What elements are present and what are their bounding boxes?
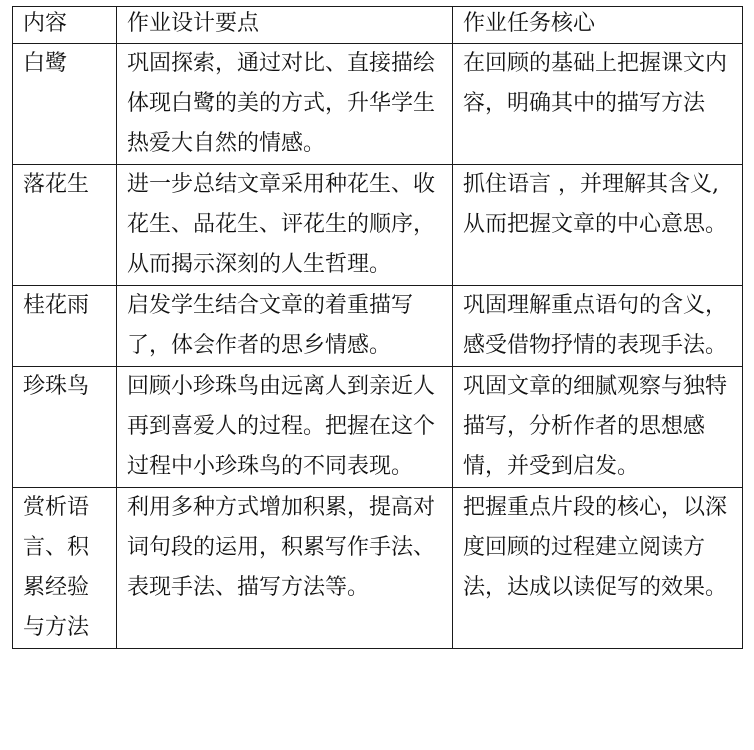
cell-task-core: 巩固理解重点语句的含义，感受借物抒情的表现手法。 bbox=[453, 286, 743, 367]
cell-content: 珍珠鸟 bbox=[13, 367, 117, 488]
header-content: 内容 bbox=[13, 7, 117, 44]
cell-content: 桂花雨 bbox=[13, 286, 117, 367]
cell-task-core: 在回顾的基础上把握课文内容，明确其中的描写方法 bbox=[453, 44, 743, 165]
cell-design-points: 回顾小珍珠鸟由远离人到亲近人再到喜爱人的过程。把握在这个过程中小珍珠鸟的不同表现。 bbox=[117, 367, 453, 488]
table-row bbox=[13, 286, 743, 367]
cell-design-points: 巩固探索，通过对比、直接描绘体现白鹭的美的方式，升华学生热爱大自然的情感。 bbox=[117, 44, 453, 165]
header-design-points: 作业设计要点 bbox=[117, 7, 453, 44]
cell-content: 赏析语言、积累经验与方法 bbox=[13, 488, 117, 649]
table-row bbox=[13, 165, 743, 286]
cell-content: 落花生 bbox=[13, 165, 117, 286]
table-row bbox=[13, 367, 743, 488]
cell-task-core: 抓住语言 ，并理解其含义,从而把握文章的中心意思。 bbox=[453, 165, 743, 286]
table-row bbox=[13, 488, 743, 649]
table-header-row bbox=[13, 7, 743, 44]
cell-task-core: 巩固文章的细腻观察与独特描写，分析作者的思想感情，并受到启发。 bbox=[453, 367, 743, 488]
cell-design-points: 启发学生结合文章的着重描写了，体会作者的思乡情感。 bbox=[117, 286, 453, 367]
cell-design-points: 利用多种方式增加积累，提高对词句段的运用，积累写作手法、表现手法、描写方法等。 bbox=[117, 488, 453, 649]
header-task-core: 作业任务核心 bbox=[453, 7, 743, 44]
cell-content: 白鹭 bbox=[13, 44, 117, 165]
cell-design-points: 进一步总结文章采用种花生、收花生、品花生、评花生的顺序，从而揭示深刻的人生哲理。 bbox=[117, 165, 453, 286]
table-row bbox=[13, 44, 743, 165]
cell-task-core: 把握重点片段的核心，以深度回顾的过程建立阅读方法，达成以读促写的效果。 bbox=[453, 488, 743, 649]
homework-design-table bbox=[12, 6, 743, 649]
